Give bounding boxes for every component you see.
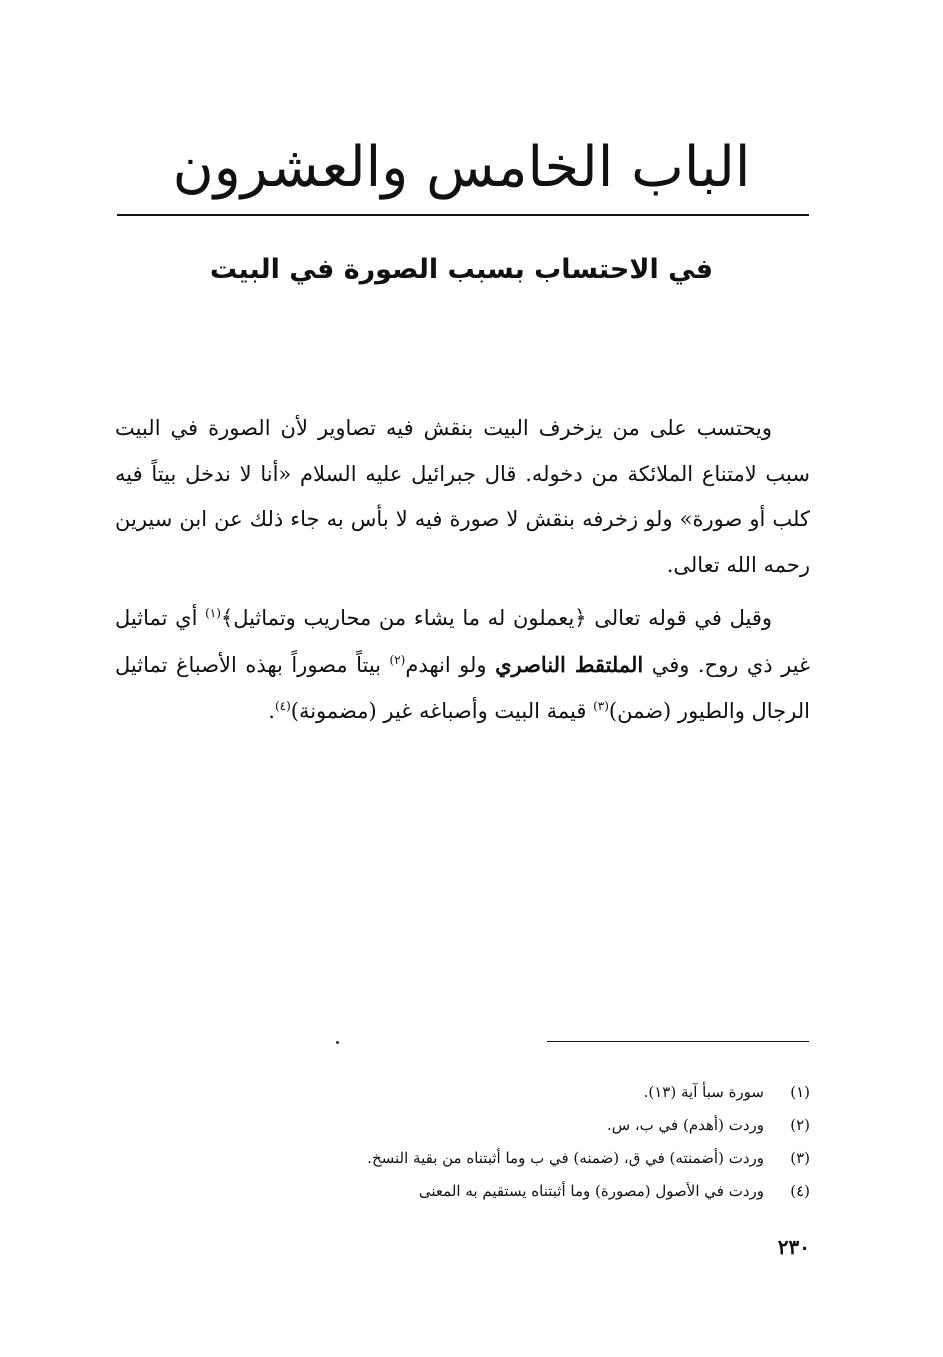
title-divider (117, 214, 809, 216)
footnote-number: (٢) (790, 1116, 810, 1134)
footnote-text: سورة سبأ آية (١٣). (643, 1083, 764, 1101)
paragraph-2-segment: بيتاً مصوراً بهذه الأصباغ تماثيل الرجال والطيور (ضمن) (115, 652, 810, 723)
footnotes (210, 1076, 810, 1208)
paragraph-2-segment: وقيل في قوله تعالى ﴿يعملون له ما يشاء من محاريب وتماثيل﴾ (220, 606, 773, 631)
paragraph-1: ويحتسب على من يزخرف البيت بنقش فيه تصاوير لأن الصورة في البيت سبب لامتناع الملائكة من دخوله. قال جبرائيل عليه السلام «أنا لا ندخل بيتاً فيه كلب أو صورة» ولو زخرفه بنقش لا صورة فيه لا بأس به جاء ذلك عن ابن سيرين رحمه الله تعالى. (115, 416, 810, 577)
footnote-1 (210, 1076, 810, 1109)
main-text (115, 406, 810, 742)
page-number: ٢٣٠ (777, 1235, 810, 1259)
print-speck (336, 1041, 339, 1044)
footnote-3 (210, 1142, 810, 1175)
footnote-number: (٤) (790, 1182, 810, 1200)
paragraph-2-segment: قيمة البيت وأصباغه غير (مضمونة) (290, 698, 594, 723)
footnote-divider (547, 1041, 809, 1042)
paragraph-2-segment: ولو انهدم (405, 652, 496, 677)
footnote-ref-1[interactable]: (١) (205, 606, 221, 621)
footnote-number: (١) (790, 1083, 810, 1101)
footnote-number: (٣) (790, 1149, 810, 1167)
footnote-ref-4[interactable]: (٤) (274, 698, 291, 713)
paragraph-2-segment: أي تماثيل غير ذي روح. وفي (115, 606, 811, 677)
source-title: الملتقط الناصري (495, 651, 644, 677)
footnote-text: وردت (أضمنته) في ق، (ضمنه) في ب وما أثبتناه من بقية النسخ. (367, 1149, 764, 1167)
paragraph-2 (115, 596, 810, 734)
footnote-ref-3[interactable]: (٣) (593, 698, 609, 713)
footnote-text: وردت في الأصول (مصورة) وما أثبتناه يستقيم به المعنى (418, 1182, 764, 1200)
footnote-4 (210, 1175, 810, 1208)
chapter-subtitle: في الاحتساب بسبب الصورة في البيت (209, 254, 714, 285)
footnote-2 (210, 1109, 810, 1142)
footnote-text: وردت (أهدم) في ب، س. (606, 1116, 764, 1134)
footnote-ref-2[interactable]: (٢) (389, 652, 406, 667)
chapter-title: الباب الخامس والعشرون (172, 135, 751, 200)
paragraph-2-segment: . (268, 698, 275, 723)
